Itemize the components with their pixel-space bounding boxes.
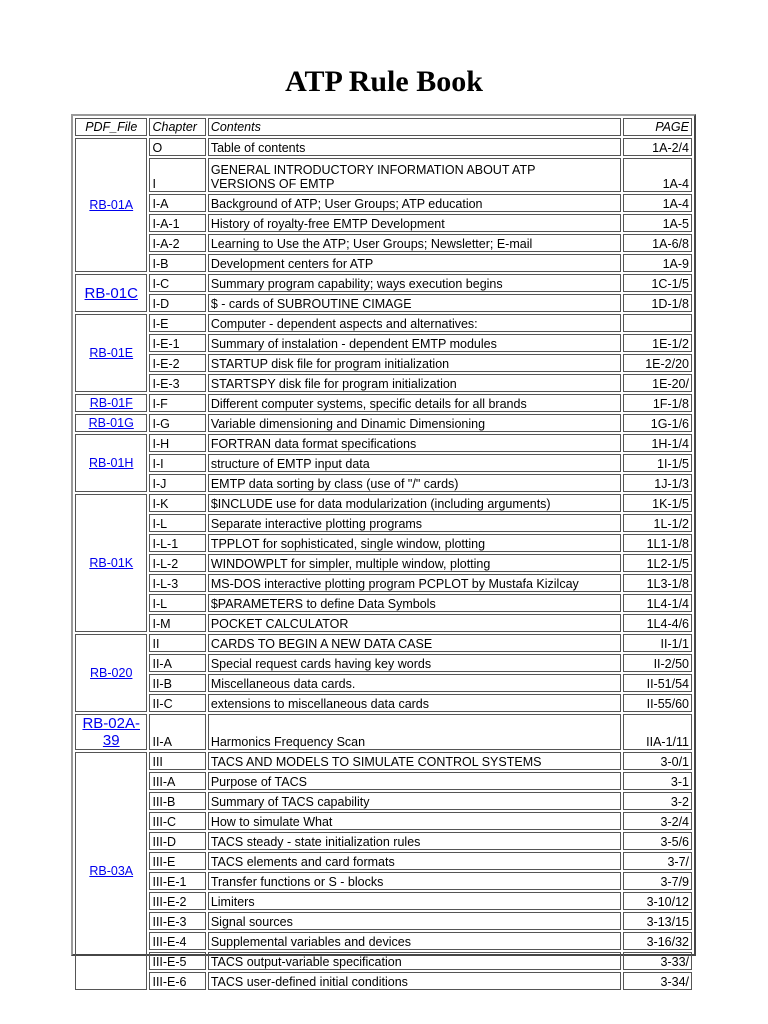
table-row [75, 574, 692, 592]
chapter-cell: III-E-6 [149, 972, 205, 990]
pdf-file-link[interactable]: RB-020 [90, 666, 133, 680]
page-cell [623, 314, 692, 332]
table-row [75, 254, 692, 272]
page-cell: 1K-1/5 [623, 494, 692, 512]
chapter-cell: I-K [149, 494, 205, 512]
chapter-cell: I-B [149, 254, 205, 272]
table-row [75, 752, 692, 770]
page-cell: IIA-1/11 [623, 714, 692, 750]
page-cell: II-2/50 [623, 654, 692, 672]
contents-cell: $INCLUDE use for data modularization (including arguments) [208, 494, 621, 512]
table-row [75, 912, 692, 930]
table-row [75, 892, 692, 910]
contents-cell: GENERAL INTRODUCTORY INFORMATION ABOUT ATP VERSIONS OF EMTP [208, 158, 621, 192]
table-row [75, 832, 692, 850]
chapter-cell: I-L [149, 514, 205, 532]
page-cell: 1C-1/5 [623, 274, 692, 292]
page-cell: 1F-1/8 [623, 394, 692, 412]
pdf-file-link[interactable]: RB-01K [89, 556, 134, 570]
chapter-cell: I-A [149, 194, 205, 212]
chapter-cell: III-B [149, 792, 205, 810]
table-row [75, 932, 692, 950]
table-row [75, 772, 692, 790]
table-row [75, 138, 692, 156]
page-cell: 1E-1/2 [623, 334, 692, 352]
table-row [75, 274, 692, 292]
table-row [75, 812, 692, 830]
pdf-file-cell [75, 274, 147, 312]
table-row [75, 714, 692, 750]
contents-cell: $PARAMETERS to define Data Symbols [208, 594, 621, 612]
page-cell: 1L1-1/8 [623, 534, 692, 552]
contents-cell: $ - cards of SUBROUTINE CIMAGE [208, 294, 621, 312]
page-cell: 1E-2/20 [623, 354, 692, 372]
contents-cell: Variable dimensioning and Dinamic Dimensioning [208, 414, 621, 432]
chapter-cell: I-L-1 [149, 534, 205, 552]
page-cell: 1L4-1/4 [623, 594, 692, 612]
table-row [75, 972, 692, 990]
page-cell: 3-34/ [623, 972, 692, 990]
table-row [75, 694, 692, 712]
page-cell: 1L2-1/5 [623, 554, 692, 572]
chapter-cell: I-G [149, 414, 205, 432]
contents-cell: MS-DOS interactive plotting program PCPLOT by Mustafa Kizilcay [208, 574, 621, 592]
contents-cell: Separate interactive plotting programs [208, 514, 621, 532]
contents-cell: TACS user-defined initial conditions [208, 972, 621, 990]
chapter-cell: I-E [149, 314, 205, 332]
index-table [73, 116, 694, 992]
table-row [75, 674, 692, 692]
chapter-cell: I-E-1 [149, 334, 205, 352]
page-cell: 1D-1/8 [623, 294, 692, 312]
table-row [75, 534, 692, 552]
chapter-cell: I-F [149, 394, 205, 412]
contents-cell: extensions to miscellaneous data cards [208, 694, 621, 712]
pdf-file-link[interactable]: RB-02A- 39 [82, 715, 140, 749]
chapter-cell: I-A-1 [149, 214, 205, 232]
chapter-cell: III-E [149, 852, 205, 870]
pdf-file-cell [75, 314, 147, 392]
pdf-file-link[interactable]: RB-01G [88, 416, 134, 430]
table-row [75, 294, 692, 312]
table-row [75, 214, 692, 232]
table-row [75, 792, 692, 810]
chapter-cell: I-D [149, 294, 205, 312]
page-cell: 1L-1/2 [623, 514, 692, 532]
page-cell: 3-0/1 [623, 752, 692, 770]
page-cell: 3-10/12 [623, 892, 692, 910]
table-row [75, 872, 692, 890]
contents-cell: Background of ATP; User Groups; ATP education [208, 194, 621, 212]
pdf-file-cell [75, 414, 147, 432]
contents-cell: Different computer systems, specific details for all brands [208, 394, 621, 412]
table-row [75, 158, 692, 192]
page-cell: 3-2/4 [623, 812, 692, 830]
page-cell: 1A-2/4 [623, 138, 692, 156]
chapter-cell: I-L-3 [149, 574, 205, 592]
table-row [75, 454, 692, 472]
table-row [75, 634, 692, 652]
chapter-cell: II-C [149, 694, 205, 712]
contents-cell: STARTUP disk file for program initialization [208, 354, 621, 372]
contents-cell: Harmonics Frequency Scan [208, 714, 621, 750]
rule-book-table [71, 114, 696, 989]
contents-cell: How to simulate What [208, 812, 621, 830]
page-cell: II-55/60 [623, 694, 692, 712]
pdf-file-cell [75, 434, 147, 492]
page-cell: 1J-1/3 [623, 474, 692, 492]
header-chapter: Chapter [149, 118, 205, 136]
header-row [75, 118, 692, 136]
contents-cell: Miscellaneous data cards. [208, 674, 621, 692]
pdf-file-cell [75, 634, 147, 712]
contents-cell: TACS steady - state initialization rules [208, 832, 621, 850]
table-row [75, 414, 692, 432]
page-cell: 1I-1/5 [623, 454, 692, 472]
page-cell: 1H-1/4 [623, 434, 692, 452]
header-contents: Contents [208, 118, 621, 136]
page-cell: 1E-20/ [623, 374, 692, 392]
page-cell: 3-33/ [623, 952, 692, 970]
table-row [75, 594, 692, 612]
contents-cell: WINDOWPLT for simpler, multiple window, plotting [208, 554, 621, 572]
page-cell: 3-1 [623, 772, 692, 790]
chapter-cell: III-E-4 [149, 932, 205, 950]
chapter-cell: I-M [149, 614, 205, 632]
chapter-cell: I-A-2 [149, 234, 205, 252]
pdf-file-link[interactable]: RB-01A [89, 198, 134, 212]
chapter-cell: I [149, 158, 205, 192]
contents-cell: Supplemental variables and devices [208, 932, 621, 950]
table-row [75, 394, 692, 412]
header-page: PAGE [623, 118, 692, 136]
chapter-cell: I-H [149, 434, 205, 452]
pdf-file-cell [75, 752, 147, 990]
contents-cell: POCKET CALCULATOR [208, 614, 621, 632]
contents-cell: Transfer functions or S - blocks [208, 872, 621, 890]
table-row [75, 474, 692, 492]
page-cell: 1G-1/6 [623, 414, 692, 432]
contents-cell: History of royalty-free EMTP Development [208, 214, 621, 232]
contents-cell: TPPLOT for sophisticated, single window, plotting [208, 534, 621, 552]
page-title: ATP Rule Book [285, 65, 483, 98]
page-cell: 1A-4 [623, 158, 692, 192]
page-cell: II-51/54 [623, 674, 692, 692]
pdf-file-link[interactable]: RB-01F [89, 396, 133, 410]
table-row [75, 654, 692, 672]
page-cell: 3-13/15 [623, 912, 692, 930]
pdf-file-link[interactable]: RB-03A [89, 864, 134, 878]
page-cell: 1A-5 [623, 214, 692, 232]
table-body [75, 138, 692, 990]
header-pdf-file: PDF_File [75, 118, 147, 136]
pdf-file-link[interactable]: RB-01E [89, 346, 134, 360]
contents-cell: Summary of instalation - dependent EMTP modules [208, 334, 621, 352]
chapter-cell: I-E-3 [149, 374, 205, 392]
chapter-cell: III-E-3 [149, 912, 205, 930]
contents-cell: Development centers for ATP [208, 254, 621, 272]
table-row [75, 354, 692, 372]
contents-cell: Computer - dependent aspects and alternatives: [208, 314, 621, 332]
contents-cell: Special request cards having key words [208, 654, 621, 672]
contents-cell: TACS elements and card formats [208, 852, 621, 870]
contents-cell: Summary program capability; ways execution begins [208, 274, 621, 292]
page-cell: 3-5/6 [623, 832, 692, 850]
pdf-file-cell [75, 714, 147, 750]
contents-cell: structure of EMTP input data [208, 454, 621, 472]
pdf-file-link[interactable]: RB-01C [84, 284, 138, 302]
chapter-cell: II-B [149, 674, 205, 692]
chapter-cell: II-A [149, 654, 205, 672]
chapter-cell: I-I [149, 454, 205, 472]
page-cell: 1L4-4/6 [623, 614, 692, 632]
page-cell: 1L3-1/8 [623, 574, 692, 592]
table-row [75, 494, 692, 512]
page-cell: 3-2 [623, 792, 692, 810]
table-row [75, 514, 692, 532]
page-cell: II-1/1 [623, 634, 692, 652]
table-row [75, 194, 692, 212]
contents-cell: Signal sources [208, 912, 621, 930]
chapter-cell: III-A [149, 772, 205, 790]
chapter-cell: I-L-2 [149, 554, 205, 572]
pdf-file-cell [75, 138, 147, 272]
chapter-cell: III-E-5 [149, 952, 205, 970]
chapter-cell: I-C [149, 274, 205, 292]
table-row [75, 614, 692, 632]
page-cell: 3-7/9 [623, 872, 692, 890]
table-row [75, 952, 692, 970]
chapter-cell: II [149, 634, 205, 652]
page-cell: 1A-9 [623, 254, 692, 272]
page-cell: 3-16/32 [623, 932, 692, 950]
chapter-cell: III-D [149, 832, 205, 850]
chapter-cell: III-C [149, 812, 205, 830]
page-cell: 1A-6/8 [623, 234, 692, 252]
table-row [75, 374, 692, 392]
contents-cell: Table of contents [208, 138, 621, 156]
chapter-cell: O [149, 138, 205, 156]
page-cell: 1A-4 [623, 194, 692, 212]
table-row [75, 314, 692, 332]
contents-cell: Limiters [208, 892, 621, 910]
chapter-cell: II-A [149, 714, 205, 750]
contents-cell: Summary of TACS capability [208, 792, 621, 810]
pdf-file-link[interactable]: RB-01H [89, 456, 134, 470]
table-row [75, 434, 692, 452]
chapter-cell: I-E-2 [149, 354, 205, 372]
chapter-cell: III-E-1 [149, 872, 205, 890]
table-row [75, 234, 692, 252]
table-row [75, 554, 692, 572]
contents-cell: STARTSPY disk file for program initialization [208, 374, 621, 392]
chapter-cell: I-J [149, 474, 205, 492]
contents-cell: Purpose of TACS [208, 772, 621, 790]
table-row [75, 852, 692, 870]
pdf-file-cell [75, 494, 147, 632]
chapter-cell: III [149, 752, 205, 770]
contents-cell: TACS AND MODELS TO SIMULATE CONTROL SYSTEMS [208, 752, 621, 770]
table-row [75, 334, 692, 352]
pdf-file-cell [75, 394, 147, 412]
contents-cell: EMTP data sorting by class (use of "/" cards) [208, 474, 621, 492]
contents-cell: TACS output-variable specification [208, 952, 621, 970]
contents-cell: Learning to Use the ATP; User Groups; Newsletter; E-mail [208, 234, 621, 252]
contents-cell: FORTRAN data format specifications [208, 434, 621, 452]
chapter-cell: III-E-2 [149, 892, 205, 910]
contents-cell: CARDS TO BEGIN A NEW DATA CASE [208, 634, 621, 652]
chapter-cell: I-L [149, 594, 205, 612]
page-cell: 3-7/ [623, 852, 692, 870]
